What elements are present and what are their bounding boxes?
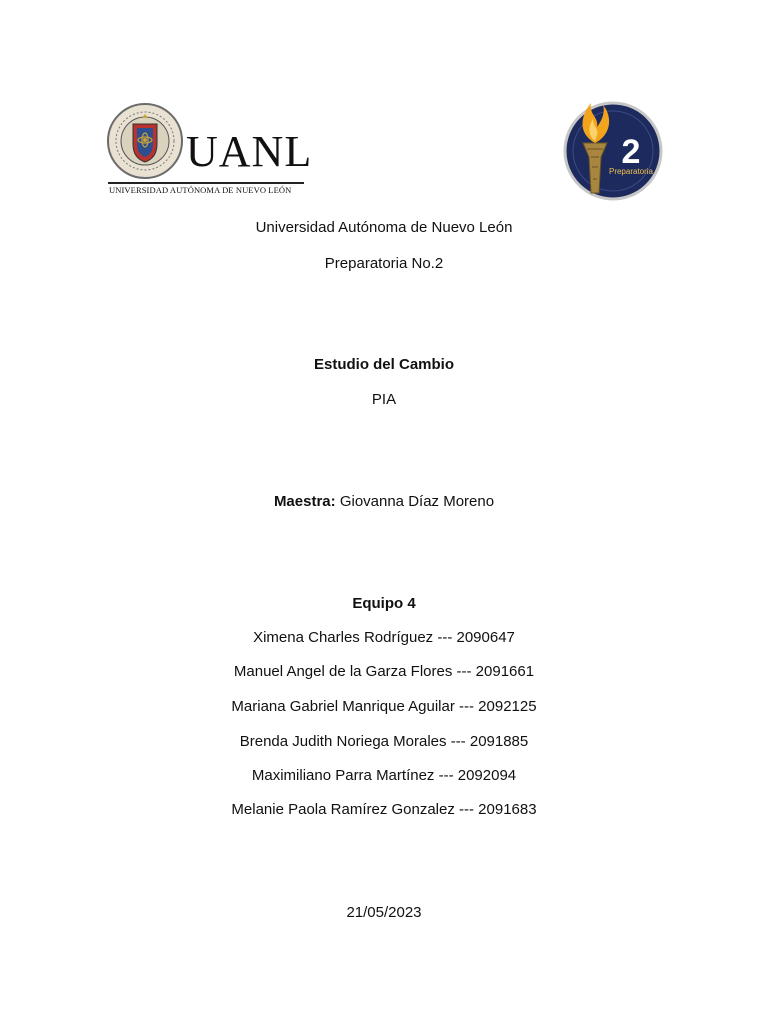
torch-icon [565, 103, 661, 199]
teacher-name: Giovanna Díaz Moreno [339, 493, 495, 510]
uanl-seal-icon [106, 102, 184, 180]
uanl-wordmark: UANL [186, 127, 313, 176]
teacher-line [0, 493, 768, 510]
team-member: Mariana Gabriel Manrique Aguilar --- 2092125 [231, 698, 537, 715]
assignment-name: PIA [371, 391, 397, 408]
teacher-label: Maestra: [273, 493, 336, 510]
uanl-caption: UNIVERSIDAD AUTÓNOMA DE NUEVO LEÓN [109, 185, 292, 195]
team-member: Ximena Charles Rodríguez --- 2090647 [253, 629, 515, 646]
team-member: Melanie Paola Ramírez Gonzalez --- 2091683 [231, 801, 537, 818]
school-name: Preparatoria No.2 [324, 255, 444, 272]
team-member: Brenda Judith Noriega Morales --- 2091885 [239, 733, 529, 750]
subject-title: Estudio del Cambio [313, 356, 454, 373]
submission-date: 21/05/2023 [346, 904, 422, 921]
preparatoria-number: 2 [621, 133, 641, 171]
team-title: Equipo 4 [352, 595, 416, 612]
team-member: Manuel Angel de la Garza Flores --- 2091661 [233, 663, 535, 680]
uanl-logo [106, 96, 313, 200]
team-member: Maximiliano Parra Martínez --- 2092094 [251, 767, 517, 784]
uanl-divider [108, 182, 304, 184]
preparatoria-label: Preparatoria [608, 167, 654, 176]
university-name: Universidad Autónoma de Nuevo León [255, 219, 513, 236]
preparatoria-logo [555, 97, 667, 205]
